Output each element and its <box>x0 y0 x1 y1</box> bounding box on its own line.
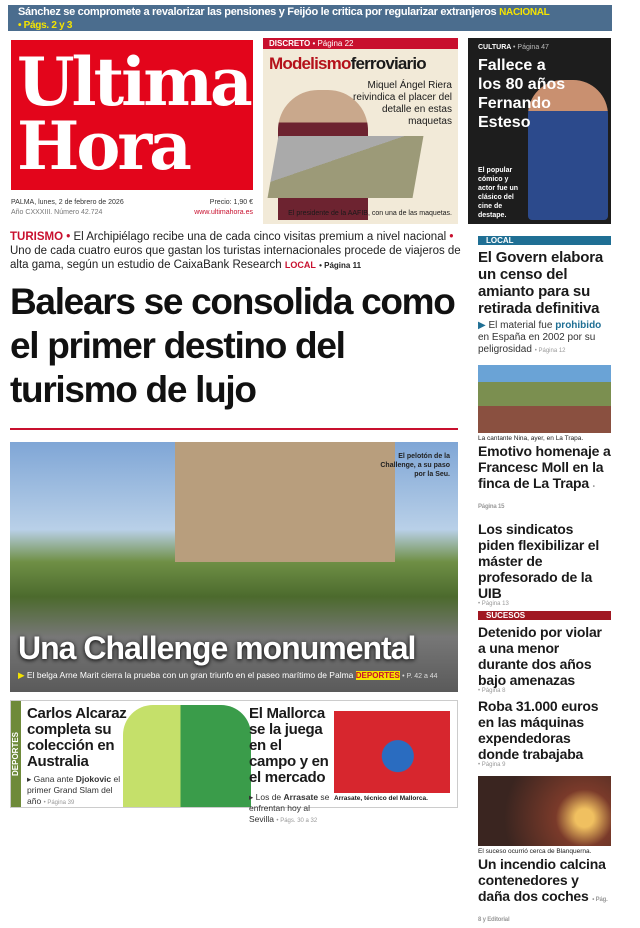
uib-story[interactable] <box>478 521 611 607</box>
deportes-box <box>10 700 458 824</box>
page-ref: • Página 9 <box>478 762 506 768</box>
challenge-photo[interactable] <box>10 442 458 692</box>
story-dek: ▶ El material fue prohibido en España en 2002 por su peligrosidad • Página 12 <box>478 320 602 355</box>
main-headline[interactable]: Balears se consolida como el primer destino del turismo de lujo <box>10 281 455 410</box>
page-ref: • Página 47 <box>513 44 549 51</box>
turismo-summary[interactable]: TURISMO • El Archipiélago recibe una de cada cinco visitas premium a nivel nacional • Uno de cada cuatro euros que gastan los turistas internacionales procede de viajeros de alta gama, según un estudio de CaixaBank Research LOCAL • Página 11 <box>10 231 461 271</box>
photo-arrasate <box>334 711 450 793</box>
ref-section: LOCAL <box>284 260 316 270</box>
banner-section: NACIONAL <box>499 7 550 18</box>
summary-1: El Archipiélago recibe una de cada cinco visitas premium a nivel nacional <box>73 231 447 243</box>
section-bar <box>263 38 458 49</box>
page-ref: • P. 42 a 44 <box>402 673 438 680</box>
cultura-teaser[interactable] <box>468 38 611 224</box>
discreto-teaser[interactable] <box>263 38 458 224</box>
top-banner[interactable] <box>8 5 612 31</box>
dek-text: El belga Arne Marit cierra la prueba con un gran triunfo en el paseo marítimo de Palma <box>26 670 354 680</box>
website-link[interactable]: www.ultimahora.es <box>194 209 253 216</box>
story-title: Emotivo homenaje a Francesc Moll en la finca de La Trapa <box>478 443 611 491</box>
cathedral-image <box>175 442 395 562</box>
amianto-story[interactable] <box>478 249 611 357</box>
page-ref: • Página 13 <box>478 601 509 607</box>
detenido-story[interactable] <box>478 624 611 694</box>
story-title: El Mallorca se la juega en el campo y en el mercado <box>249 705 329 786</box>
page-ref: • Pág. 8 y Editorial <box>478 897 608 923</box>
photo-incendio <box>478 776 611 846</box>
trapa-story[interactable] <box>478 443 611 515</box>
photo-caption: El suceso ocurrió cerca de Blanquerna. <box>478 848 592 855</box>
city-date: PALMA, lunes, 2 de febrero de 2026 <box>11 199 124 206</box>
section-label: TURISMO <box>10 231 64 243</box>
logo-line2: Hora <box>17 107 189 185</box>
photo-caption: La cantante Nina, ayer, en La Trapa. <box>478 435 584 442</box>
masthead-logo <box>11 40 253 190</box>
photo-caption: El pelotón de la Challenge, a su paso por la Seu. <box>380 453 450 478</box>
story-dek: ▸ Los de Arrasate se enfrentan hoy al Sevilla • Págs. 30 a 32 <box>249 792 330 824</box>
page-ref: • Página 15 <box>478 484 595 510</box>
photo-caption: El presidente de la AAFIB, con una de las maquetas. <box>288 210 452 217</box>
roba-story[interactable] <box>478 698 611 768</box>
teaser-dek: Miquel Ángel Riera reivindica el placer del detalle en estas maquetas <box>353 80 452 127</box>
photo-headline: Una Challenge monumental <box>18 630 416 666</box>
teaser-dek: El popular cómico y actor fue un clásico del cine de destape. <box>478 167 519 219</box>
section-label <box>468 38 611 51</box>
story-title: Carlos Alcaraz completa su colección en Australia <box>27 705 127 770</box>
ref-page: • Página 11 <box>319 261 362 270</box>
alcaraz-story[interactable] <box>27 706 127 809</box>
photo-alcaraz-djokovic <box>123 705 251 807</box>
photo-dek <box>18 670 450 682</box>
teaser-title <box>263 49 458 79</box>
incendio-story[interactable] <box>478 856 611 928</box>
teaser-title: Fallece a los 80 años Fernando Esteso <box>478 57 566 131</box>
photo-train-model <box>268 136 424 198</box>
banner-pages: • Págs. 2 y 3 <box>18 20 73 31</box>
price: Precio: 1,90 € <box>209 199 253 206</box>
summary-2: Uno de cada cuatro euros que gastan los turistas internacionales procede de viajeros de alta gama, según un estudio de CaixaBank Research <box>10 245 461 271</box>
logo-line1: Ultima <box>17 43 250 121</box>
story-title: Los sindicatos piden flexibilizar el máster de profesorado de la UIB <box>478 521 600 601</box>
right-column <box>478 236 611 928</box>
issue-number: Año CXXXIII. Número 42.724 <box>11 209 103 216</box>
story-title: Detenido por violar a una menor durante dos años bajo amenazas <box>478 624 602 688</box>
photo-caption: Arrasate, técnico del Mallorca. <box>334 795 428 802</box>
section-label: DEPORTES <box>11 701 21 807</box>
section-label: DISCRETO <box>269 39 311 48</box>
story-title: El Govern elabora un censo del amianto para su retirada definitiva <box>478 249 603 317</box>
story-title: Roba 31.000 euros en las máquinas expendedoras donde trabajaba <box>478 698 599 762</box>
page-ref: • Página 22 <box>312 39 354 48</box>
title-part-b: ferroviario <box>350 54 426 73</box>
masthead-info <box>11 198 253 218</box>
section-local: LOCAL <box>478 236 611 245</box>
photo-la-trapa <box>478 365 611 433</box>
arrow-icon: ▶ <box>18 670 25 680</box>
section-tag: DEPORTES <box>355 671 400 680</box>
mallorca-story[interactable] <box>249 706 331 827</box>
page-ref: • Página 8 <box>478 688 506 694</box>
section-sucesos: SUCESOS <box>478 611 611 620</box>
story-dek: ▸ Gana ante Djokovic el primer Grand Slam del año • Página 39 <box>27 774 121 806</box>
story-title: Un incendio calcina contenedores y daña dos coches <box>478 856 606 904</box>
title-part-a: Modelismo <box>269 54 351 73</box>
section-name: CULTURA <box>478 44 512 51</box>
divider <box>10 428 458 430</box>
banner-headline: Sánchez se compromete a revalorizar las pensiones y Feijóo le critica por regularizar extranjeros <box>18 6 497 18</box>
